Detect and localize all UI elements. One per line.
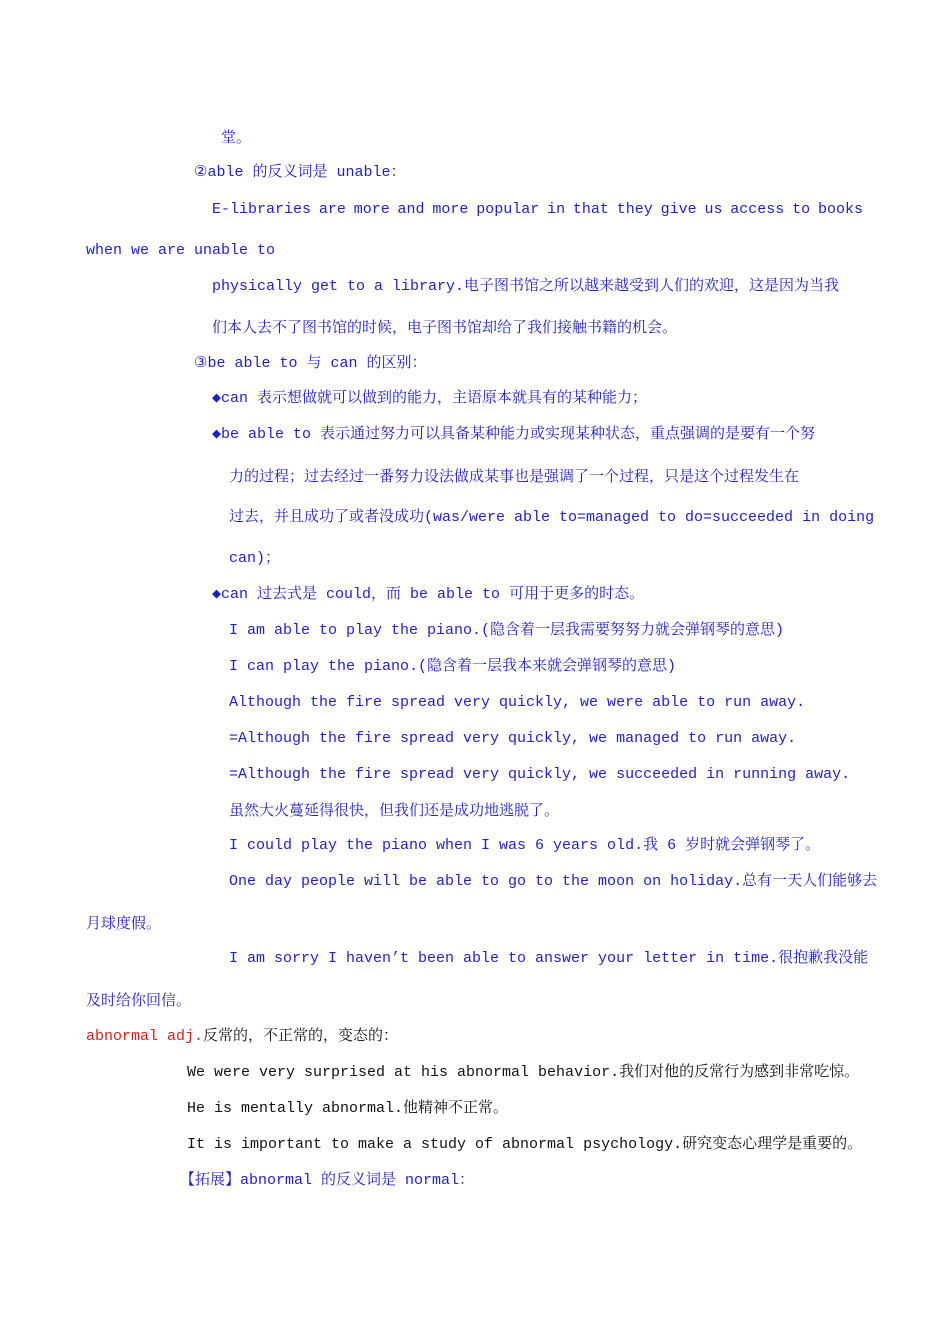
example-sentence: I can play the piano.(隐含着一层我本来就会弹钢琴的意思) <box>229 658 677 675</box>
extension-text: abnormal 的反义词是 normal： <box>240 1172 475 1189</box>
bullet-item: ◆be able to 表示通过努力可以具备某种能力或实现某种状态，重点强调的是要有一个努 <box>212 426 816 443</box>
example-sentence: I am sorry I haven’t been able to answer your letter in time.很抱歉我没能 <box>229 950 869 967</box>
example-line: 们本人去不了图书馆的时候，电子图书馆却给了我们接触书籍的机会。 <box>212 318 678 336</box>
example-sentence: Although the fire spread very quickly, we were able to run away. <box>229 694 806 711</box>
continuation-text: 堂。 <box>221 128 252 146</box>
headword-definition: 反常的，不正常的，变态的： <box>203 1028 399 1045</box>
bullet-continuation: 力的过程；过去经过一番努力设法做成某事也是强调了一个过程，只是这个过程发生在 <box>229 467 800 485</box>
diamond-bullet-icon: ◆ <box>212 390 222 407</box>
example-translation: 虽然大火蔓延得很快，但我们还是成功地逃脱了。 <box>229 801 560 819</box>
bullet-item: ◆can 过去式是 could，而 be able to 可用于更多的时态。 <box>212 586 645 603</box>
example-sentence: =Although the fire spread very quickly, we managed to run away. <box>229 730 797 747</box>
extension-note <box>180 1171 474 1191</box>
example-line-wrap: when we are unable to <box>86 242 276 259</box>
example-sentence: One day people will be able to go to the moon on holiday.总有一天人们能够去 <box>229 873 878 890</box>
example-line: physically get to a library.电子图书馆之所以越来越受到人们的欢迎，这是因为当我 <box>212 278 840 295</box>
bullet-continuation: 过去，并且成功了或者没成功(was/were able to=managed to do=succeeded in doing <box>229 509 875 526</box>
point-2-heading: ②able 的反义词是 unable： <box>194 164 406 181</box>
diamond-bullet-icon: ◆ <box>212 586 222 603</box>
extension-tag: 【拓展】 <box>180 1172 241 1189</box>
bullet-item: ◆can 表示想做就可以做到的能力，主语原本就具有的某种能力； <box>212 390 648 407</box>
headword: abnormal adj. <box>86 1028 204 1045</box>
example-sentence: I could play the piano when I was 6 years old.我 6 岁时就会弹钢琴了。 <box>229 837 821 854</box>
diamond-bullet-icon: ◆ <box>212 426 222 443</box>
bullet-continuation: can)； <box>229 550 281 567</box>
entry-sentence: It is important to make a study of abnormal psychology.研究变态心理学是重要的。 <box>187 1136 863 1153</box>
example-sentence: =Although the fire spread very quickly, we succeeded in running away. <box>229 766 851 783</box>
example-sentence-wrap: 及时给你回信。 <box>86 991 192 1009</box>
entry-sentence: He is mentally abnormal.他精神不正常。 <box>187 1100 509 1117</box>
point-3-heading: ③be able to 与 can 的区别： <box>194 355 427 372</box>
vocab-entry-heading <box>86 1027 398 1047</box>
example-sentence-wrap: 月球度假。 <box>86 914 162 932</box>
example-line: E-libraries are more and more popular in that they give us access to books <box>212 201 863 218</box>
example-sentence: I am able to play the piano.(隐含着一层我需要努努力就会弹钢琴的意思) <box>229 622 785 639</box>
entry-sentence: We were very surprised at his abnormal behavior.我们对他的反常行为感到非常吃惊。 <box>187 1064 860 1081</box>
